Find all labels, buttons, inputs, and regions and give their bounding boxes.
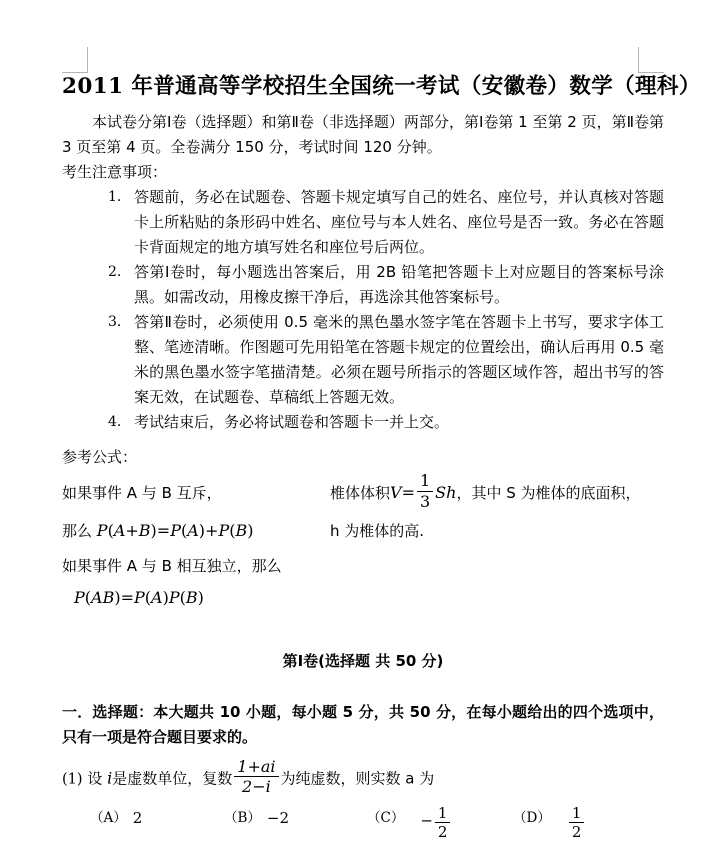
notice-item-text: 答第Ⅱ卷时，必须使用 0.5 毫米的黑色墨水签字笔在答题卡上书写，要求字体工整、笔迹清晰。作图题可先用铅笔在答题卡规定的位置绘出，确认后再用 0.5 毫米的黑色墨水签字笔描清楚。必须在题号所指示的答题区域作答，超出书写的答案无效，在试题卷、草稿纸上答题无效。 [134, 313, 664, 406]
fraction-numerator: 1 [419, 471, 431, 491]
notice-item-number: 2． [108, 264, 131, 280]
choice-c[interactable] [367, 804, 513, 839]
notice-item [108, 310, 664, 410]
fraction-denominator: 2−i [242, 777, 271, 797]
fraction-numerator: 1 [437, 803, 448, 822]
addition-rule-prefix: 那么 [62, 522, 93, 541]
choice-d[interactable] [513, 804, 633, 839]
cone-volume-fraction [417, 472, 433, 510]
fraction-denominator: 3 [419, 491, 431, 511]
document-content [62, 72, 701, 850]
cone-volume-note: ，其中 S 为椎体的底面积， [456, 484, 641, 502]
question-1-fraction [234, 758, 278, 796]
notice-item-text: 答第Ⅰ卷时，每小题选出答案后，用 2B 铅笔把答题卡上对应题目的答案标号涂黑。如需改动，用橡皮擦干净后，再选涂其他答案标号。 [134, 263, 664, 306]
choice-c-fraction [435, 805, 451, 840]
product-rule: P(AB)=P(A)P(B) [74, 588, 204, 608]
question-1-choices [62, 804, 664, 850]
notice-label: 考生注意事项： [62, 163, 168, 181]
question-1-label: (1) [62, 771, 83, 788]
crop-mark-top-left [62, 47, 88, 73]
choice-a[interactable] [62, 804, 224, 832]
notice-item-number: 1． [108, 189, 131, 205]
reference-formulas [62, 471, 664, 614]
choice-d-value [557, 804, 587, 839]
crop-mark-top-right [638, 47, 664, 73]
notice-item [108, 185, 664, 260]
question-1-part1: 设 [87, 769, 103, 788]
choice-c-label: （C） [367, 809, 405, 826]
formula-row-product-rule [62, 582, 664, 614]
choice-a-label: （A） [90, 809, 127, 826]
choice-b-label: （B） [224, 809, 261, 826]
choice-b[interactable] [224, 804, 367, 832]
fraction-numerator: 1+ai [237, 757, 276, 777]
fraction-bar [234, 776, 278, 777]
cone-height-note: h 为椎体的高. [330, 522, 425, 541]
question-1 [62, 757, 664, 798]
fraction-numerator: 1 [571, 803, 582, 822]
formula-row-mutually-exclusive [62, 471, 664, 512]
cone-volume-prefix: 椎体体积 [330, 484, 391, 502]
choice-c-value [410, 804, 452, 839]
fraction-bar [435, 822, 451, 823]
question-1-part3: 为纯虚数，则实数 a 为 [280, 769, 435, 788]
intro-paragraph: 本试卷分第Ⅰ卷（选择题）和第Ⅱ卷（非选择题）两部分，第Ⅰ卷第 1 至第 2 页，第Ⅱ卷第 3 页至第 4 页。全卷满分 150 分，考试时间 120 分钟。 [62, 113, 664, 156]
fraction-denominator: 2 [571, 822, 582, 841]
notice-item-text: 考试结束后，务必将试题卷和答题卡一并上交。 [134, 413, 450, 431]
question-1-part2: 是虚数单位，复数 [112, 769, 233, 788]
paper-one-heading: 第Ⅰ卷(选择题 共 50 分) [282, 652, 444, 671]
notice-item-number: 4． [108, 414, 131, 430]
notice-item [108, 410, 664, 435]
choice-d-fraction [569, 805, 585, 840]
mutually-exclusive-text: 如果事件 A 与 B 互斥， [62, 484, 222, 502]
notice-item-number: 3． [108, 314, 131, 330]
addition-rule: 那么 P(A+B)=P(A)+P(B) [62, 521, 254, 541]
cone-volume-variable: V [390, 483, 402, 502]
formula-row-addition-rule [62, 512, 664, 550]
multiple-choice-heading: 一．选择题：本大题共 10 小题，每小题 5 分，共 50 分，在每小题给出的四个选项中，只有一项是符合题目要求的。 [62, 703, 664, 747]
choice-b-value: −2 [266, 808, 290, 827]
notice-item-text: 答题前，务必在试题卷、答题卡规定填写自己的姓名、座位号，并认真核对答题卡上所粘贴的条形码中姓名、座位号与本人姓名、座位号是否一致。务必在答题卡背面规定的地方填写姓名和座位号后两位。 [134, 188, 664, 256]
fraction-bar [569, 822, 585, 823]
cone-volume-equals: = [401, 483, 415, 502]
choice-c-sign: − [420, 811, 433, 830]
formula-row-independent [62, 550, 664, 582]
question-1-variable-i: i [107, 768, 113, 788]
independent-events-text: 如果事件 A 与 B 相互独立，那么 [62, 557, 282, 576]
cone-volume-sh: Sh [435, 483, 457, 502]
notice-item [108, 260, 664, 310]
page-title: 2011 年普通高等学校招生全国统一考试（安徽卷）数学（理科） [62, 74, 701, 99]
reference-formulas-label: 参考公式： [62, 448, 138, 466]
choice-d-label: （D） [513, 809, 551, 826]
fraction-denominator: 2 [437, 822, 448, 841]
notice-list [62, 185, 664, 435]
choice-a-value: 2 [132, 808, 143, 827]
cone-volume-formula [330, 471, 664, 512]
